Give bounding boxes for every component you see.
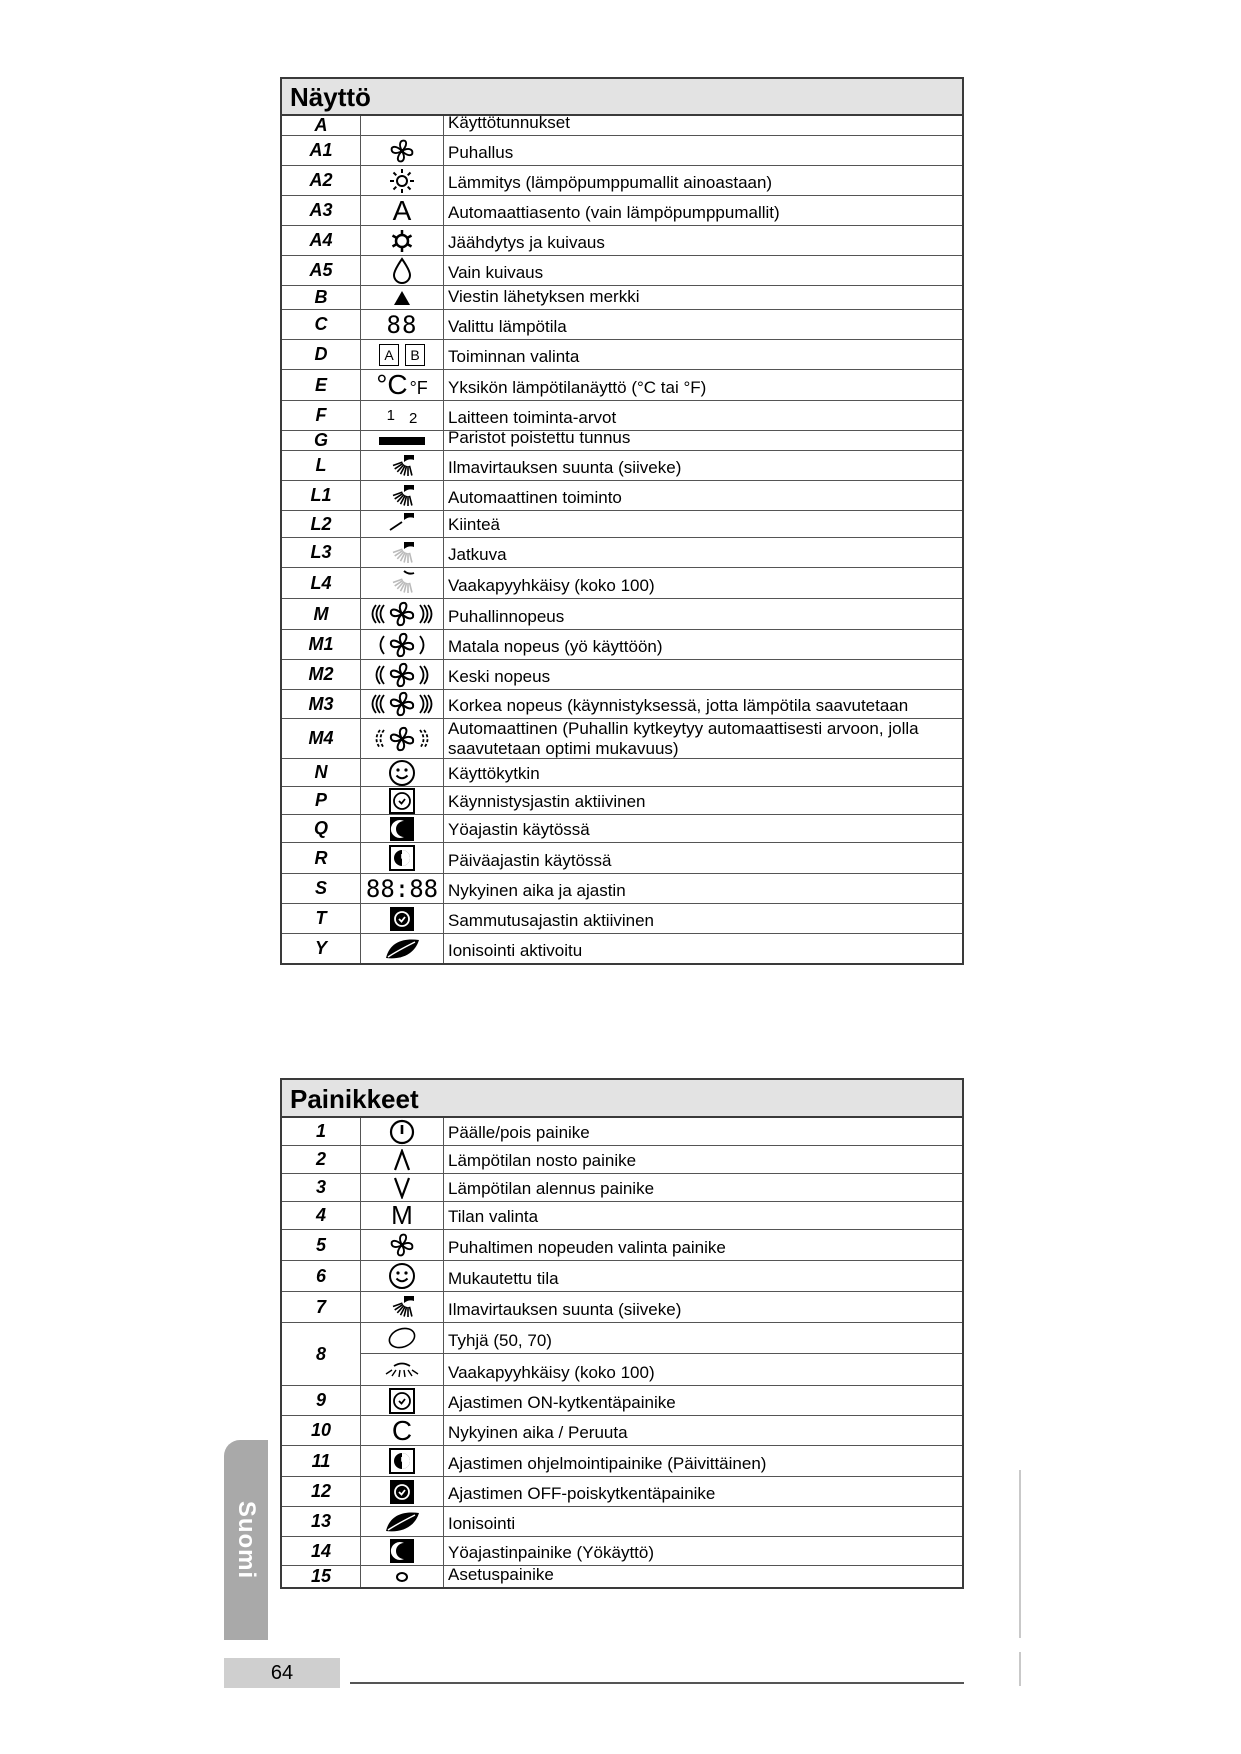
table-row bbox=[282, 431, 962, 451]
row-code: 14 bbox=[282, 1537, 361, 1565]
row-description: Toiminnan valinta bbox=[448, 347, 580, 366]
row-code: M3 bbox=[282, 690, 361, 718]
fan-speed-icon bbox=[361, 599, 444, 629]
row-description: Ilmavirtauksen suunta (siiveke) bbox=[448, 458, 682, 477]
table-row bbox=[282, 934, 962, 963]
row-code: 3 bbox=[282, 1174, 361, 1201]
row-code: 2 bbox=[282, 1146, 361, 1173]
row-code: Q bbox=[282, 815, 361, 842]
row-description: Vaakapyyhkäisy (koko 100) bbox=[448, 1363, 655, 1382]
row-code: M2 bbox=[282, 660, 361, 689]
table-row bbox=[282, 874, 962, 904]
row-description: Paristot poistettu tunnus bbox=[448, 431, 631, 447]
table-row bbox=[282, 904, 962, 934]
row-description: Ilmavirtauksen suunta (siiveke) bbox=[448, 1300, 682, 1319]
louver-icon bbox=[361, 451, 444, 480]
row-code: A4 bbox=[282, 226, 361, 255]
row-code: A3 bbox=[282, 196, 361, 225]
louver-fixed-icon bbox=[361, 511, 444, 537]
table-row bbox=[282, 815, 962, 843]
table-row bbox=[282, 196, 962, 226]
leaf-icon bbox=[361, 1507, 444, 1536]
table-row bbox=[282, 286, 962, 310]
row-description: Ionisointi aktivoitu bbox=[448, 941, 583, 960]
row-description: Jäähdytys ja kuivaus bbox=[448, 233, 605, 252]
row-code: A1 bbox=[282, 136, 361, 165]
smiley-icon bbox=[361, 1261, 444, 1291]
row-code: S bbox=[282, 874, 361, 903]
table-row bbox=[282, 1118, 962, 1146]
fan-medium-icon bbox=[361, 660, 444, 689]
moon-icon bbox=[361, 1537, 444, 1565]
row-code: A bbox=[282, 116, 361, 135]
table-row bbox=[282, 759, 962, 787]
empty-symbol-cell bbox=[361, 116, 444, 135]
row-code: 8 bbox=[282, 1323, 361, 1385]
row-description: Puhallus bbox=[448, 143, 514, 162]
auto-a-icon: A bbox=[361, 196, 444, 225]
row-code: A2 bbox=[282, 166, 361, 195]
drop-icon bbox=[361, 256, 444, 285]
row-description: Mukautettu tila bbox=[448, 1269, 559, 1288]
mode-ab-icon: A B bbox=[361, 340, 444, 369]
display-section bbox=[280, 77, 964, 965]
language-tab bbox=[224, 1440, 268, 1640]
row-code: E bbox=[282, 370, 361, 400]
celsius-fahrenheit-icon: °C °F bbox=[361, 370, 444, 400]
table-row bbox=[282, 1230, 962, 1261]
fan-auto-icon bbox=[361, 719, 444, 758]
moon-icon bbox=[361, 815, 444, 842]
row-code: 5 bbox=[282, 1230, 361, 1260]
edge-mark-top bbox=[1019, 1470, 1021, 1638]
timer-on-icon bbox=[361, 787, 444, 814]
table-row bbox=[282, 511, 962, 538]
row-description: Puhaltimen nopeuden valinta painike bbox=[448, 1238, 726, 1257]
row-code: L3 bbox=[282, 538, 361, 567]
louver-horizontal-icon bbox=[361, 568, 444, 598]
table-row bbox=[282, 1507, 962, 1537]
fan-low-icon bbox=[361, 630, 444, 659]
row-description: Korkea nopeus (käynnistyksessä, jotta lämpötila saavutetaan bbox=[448, 696, 909, 715]
table-row bbox=[282, 1323, 962, 1386]
row-description: Valittu lämpötila bbox=[448, 317, 567, 336]
row-description: Automaattinen (Puhallin kytkeytyy automaattisesti arvoon, jolla saavutetaan optimi mukavuus) bbox=[448, 719, 919, 758]
louver-auto-icon bbox=[361, 481, 444, 510]
table-row bbox=[282, 719, 962, 759]
sun-icon bbox=[361, 166, 444, 195]
c-letter-icon: C bbox=[361, 1416, 444, 1445]
row-code: Y bbox=[282, 934, 361, 963]
buttons-title: Painikkeet bbox=[282, 1080, 962, 1118]
display-title: Näyttö bbox=[282, 79, 962, 116]
table-row bbox=[282, 1386, 962, 1416]
row-description: Keski nopeus bbox=[448, 667, 551, 686]
table-row bbox=[282, 340, 962, 370]
triangle-icon bbox=[361, 286, 444, 309]
row-description: Kiinteä bbox=[448, 515, 500, 534]
row-description: Lämpötilan nosto painike bbox=[448, 1151, 637, 1170]
row-code: L bbox=[282, 451, 361, 480]
row-description: Automaattinen toiminto bbox=[448, 488, 622, 507]
table-row bbox=[282, 401, 962, 431]
row-description: Ionisointi bbox=[448, 1514, 516, 1533]
table-row bbox=[282, 256, 962, 286]
table-row bbox=[282, 690, 962, 719]
louver-icon bbox=[361, 1292, 444, 1322]
fan-icon bbox=[361, 1230, 444, 1260]
row-code: 10 bbox=[282, 1416, 361, 1445]
row-description: Lämmitys (lämpöpumppumallit ainoastaan) bbox=[448, 173, 773, 192]
row-description: Yöajastin käytössä bbox=[448, 820, 590, 839]
smiley-icon bbox=[361, 759, 444, 786]
row-description: Nykyinen aika / Peruuta bbox=[448, 1423, 628, 1442]
row-code: B bbox=[282, 286, 361, 309]
table-row bbox=[282, 1477, 962, 1507]
row-description: Yöajastinpainike (Yökäyttö) bbox=[448, 1543, 655, 1562]
table-row bbox=[282, 1416, 962, 1446]
fan-high-icon bbox=[361, 690, 444, 718]
table-row bbox=[282, 1537, 962, 1566]
fan-icon bbox=[361, 136, 444, 165]
row-description: Lämpötilan alennus painike bbox=[448, 1179, 655, 1198]
day-timer-icon bbox=[361, 1446, 444, 1476]
battery-bar-icon bbox=[361, 431, 444, 450]
row-code: 9 bbox=[282, 1386, 361, 1415]
chevron-down-icon bbox=[361, 1174, 444, 1201]
row-description: Nykyinen aika ja ajastin bbox=[448, 881, 626, 900]
display-table bbox=[282, 116, 962, 963]
row-code: 6 bbox=[282, 1261, 361, 1291]
timer-off-icon bbox=[361, 904, 444, 933]
table-row bbox=[282, 568, 962, 599]
row-code: T bbox=[282, 904, 361, 933]
row-description: Tilan valinta bbox=[448, 1207, 539, 1226]
table-row bbox=[282, 136, 962, 166]
table-row bbox=[282, 538, 962, 568]
leaf-icon bbox=[361, 934, 444, 963]
row-description: Automaattiasento (vain lämpöpumppumallit) bbox=[448, 203, 780, 222]
row-code: 4 bbox=[282, 1202, 361, 1229]
page-number: 64 bbox=[224, 1658, 340, 1688]
louver-continuous-icon bbox=[361, 538, 444, 567]
blank-oval-icon bbox=[361, 1323, 444, 1353]
row-description: Ajastimen ON-kytkentäpainike bbox=[448, 1393, 676, 1412]
table-row bbox=[282, 630, 962, 660]
table-row bbox=[282, 1292, 962, 1323]
row-code: G bbox=[282, 431, 361, 450]
unit-12-icon: 1 2 bbox=[361, 401, 444, 430]
timer-off-icon bbox=[361, 1477, 444, 1506]
row-description: Ajastimen OFF-poiskytkentäpainike bbox=[448, 1484, 716, 1503]
table-row bbox=[282, 116, 962, 136]
table-row bbox=[282, 660, 962, 690]
swing-icon bbox=[361, 1354, 444, 1385]
table-row bbox=[282, 599, 962, 630]
row-code: C bbox=[282, 310, 361, 339]
table-row bbox=[282, 310, 962, 340]
row-code: 7 bbox=[282, 1292, 361, 1322]
row-code: A5 bbox=[282, 256, 361, 285]
table-row bbox=[282, 1174, 962, 1202]
day-timer-icon bbox=[361, 843, 444, 873]
table-row bbox=[282, 1446, 962, 1477]
row-description: Ajastimen ohjelmointipainike (Päivittäinen) bbox=[448, 1454, 767, 1473]
table-row bbox=[282, 787, 962, 815]
language-tab-label: Suomi bbox=[233, 1500, 260, 1580]
row-code: D bbox=[282, 340, 361, 369]
segment-88-icon: 88 bbox=[361, 310, 444, 339]
row-code: N bbox=[282, 759, 361, 786]
row-code: 12 bbox=[282, 1477, 361, 1506]
row-description: Käyttötunnukset bbox=[448, 116, 570, 132]
row-description: Päälle/pois painike bbox=[448, 1123, 590, 1142]
row-code: L1 bbox=[282, 481, 361, 510]
row-code: M1 bbox=[282, 630, 361, 659]
row-code: 11 bbox=[282, 1446, 361, 1476]
row-code: R bbox=[282, 843, 361, 873]
row-description: Käynnistysjastin aktiivinen bbox=[448, 792, 646, 811]
table-row bbox=[282, 843, 962, 874]
chevron-up-icon bbox=[361, 1146, 444, 1173]
buttons-section bbox=[280, 1078, 964, 1589]
row-description: Matala nopeus (yö käyttöön) bbox=[448, 637, 663, 656]
row-description: Käyttökytkin bbox=[448, 764, 540, 783]
clock-digits-icon: 88:88 bbox=[361, 874, 444, 903]
row-code: F bbox=[282, 401, 361, 430]
table-row bbox=[282, 370, 962, 401]
table-row bbox=[282, 451, 962, 481]
power-icon bbox=[361, 1118, 444, 1145]
row-code: M bbox=[282, 599, 361, 629]
row-description: Vaakapyyhkäisy (koko 100) bbox=[448, 576, 655, 595]
footer-rule bbox=[350, 1682, 964, 1684]
row-code: L2 bbox=[282, 511, 361, 537]
row-code: P bbox=[282, 787, 361, 814]
row-description: Vain kuivaus bbox=[448, 263, 544, 282]
row-code: 15 bbox=[282, 1566, 361, 1587]
row-description: Viestin lähetyksen merkki bbox=[448, 287, 640, 306]
row-description: Päiväajastin käytössä bbox=[448, 851, 612, 870]
row-description: Yksikön lämpötilanäyttö (°C tai °F) bbox=[448, 378, 707, 397]
row-description: Puhallinnopeus bbox=[448, 607, 565, 626]
table-row bbox=[282, 1261, 962, 1292]
m-letter-icon: M bbox=[361, 1202, 444, 1229]
row-description: Asetuspainike bbox=[448, 1566, 554, 1584]
row-code: L4 bbox=[282, 568, 361, 598]
table-row bbox=[282, 481, 962, 511]
edge-mark-bottom bbox=[1019, 1652, 1021, 1686]
table-row bbox=[282, 1146, 962, 1174]
timer-on-icon bbox=[361, 1386, 444, 1415]
table-row bbox=[282, 166, 962, 196]
row-code: M4 bbox=[282, 719, 361, 758]
row-description: Tyhjä (50, 70) bbox=[448, 1331, 552, 1350]
row-code: 1 bbox=[282, 1118, 361, 1145]
row-code: 13 bbox=[282, 1507, 361, 1536]
row-description: Sammutusajastin aktiivinen bbox=[448, 911, 654, 930]
table-row bbox=[282, 1566, 962, 1587]
table-row bbox=[282, 1202, 962, 1230]
buttons-table bbox=[282, 1118, 962, 1587]
settings-dot-icon bbox=[361, 1566, 444, 1587]
row-description: Jatkuva bbox=[448, 545, 507, 564]
snowflake-icon bbox=[361, 226, 444, 255]
table-row bbox=[282, 226, 962, 256]
row-description: Laitteen toiminta-arvot bbox=[448, 408, 617, 427]
